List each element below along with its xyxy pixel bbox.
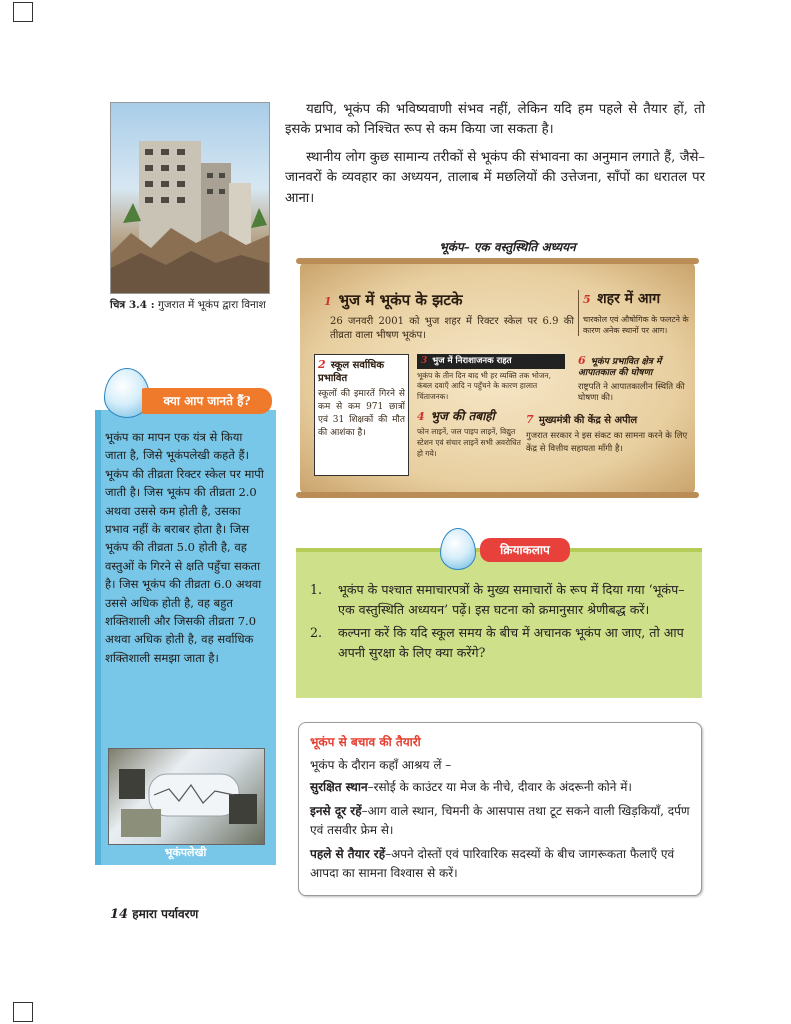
preparation-safe-place-text: –रसोई के काउंटर या मेज के नीचे, दीवार के अंदरूनी कोने में। — [367, 780, 632, 794]
case-box-5-number: 5 — [583, 293, 591, 306]
case-box-7-number: 7 — [526, 413, 534, 426]
scroll-bottom-edge — [296, 492, 699, 498]
case-study-title: भूकंप– एक वस्तुस्थिति अध्ययन — [439, 240, 576, 254]
case-box-3-number: 3 — [421, 356, 428, 366]
activity-item-number: 1. — [310, 582, 323, 597]
intro-paragraph-1: यद्यपि, भूकंप की भविष्यवाणी संभव नहीं, लेकिन यदि हम पहले से तैयार हों, तो इसके प्रभाव को निश्चित रूप से कम किया जा सकता है। — [285, 102, 705, 138]
activity-list — [310, 580, 695, 667]
scroll-top-edge — [296, 258, 699, 264]
preparation-be-ready-text: –अपने दोस्तों एवं पारिवारिक सदस्यों के बीच जागरूकता फैलाएँ एवं आपदा का सामना विश्वास से करें। — [310, 847, 675, 880]
case-box-6-text: राष्ट्रपति ने आपातकालीन स्थिति की घोषणा की। — [578, 381, 685, 404]
case-box-2 — [314, 354, 409, 476]
case-box-2-text: स्कूलों की इमारतें गिरने से कम से कम 971 छात्रों एवं 31 शिक्षकों की मौत की आशंका है। — [318, 389, 405, 439]
activity-item — [310, 580, 695, 620]
case-box-6-number: 6 — [578, 354, 586, 367]
case-box-4-number: 4 — [417, 410, 425, 423]
activity-title: क्रियाकलाप — [480, 538, 570, 562]
case-box-1-heading: भुज में भूकंप के झटके — [338, 291, 463, 309]
case-box-1-text: 26 जनवरी 2001 को भुज शहर में रिक्टर स्केल पर 6.9 की तीव्रता वाला भीषण भूकंप। — [330, 316, 574, 341]
case-box-5-text: चारकोल एवं औषोगिक के फलटने के कारण अनेक स्थानों पर आग। — [583, 314, 689, 335]
did-you-know-title: क्या आप जानते हैं? — [142, 388, 272, 414]
figure-caption-text: गुजरात में भूकंप द्वारा विनाश — [157, 299, 266, 311]
case-box-5 — [578, 290, 691, 336]
case-box-6-heading: भूकंप प्रभावित क्षेत्र में आपातकाल की घोषणा — [578, 357, 662, 379]
case-box-6 — [578, 354, 686, 405]
crop-mark-bottom — [13, 1002, 33, 1022]
earthquake-destruction-photo — [110, 102, 270, 294]
preparation-title: भूकंप से बचाव की तैयारी — [310, 735, 421, 749]
preparation-line-stay-away — [310, 802, 695, 839]
preparation-line-safe-place — [310, 778, 695, 797]
case-box-1 — [324, 290, 574, 343]
case-box-3 — [417, 354, 565, 402]
preparation-be-ready-label: पहले से तैयार रहें — [310, 847, 386, 861]
case-box-7-text: गुजरात सरकार ने इस संकट का सामना करने के लिए केंद्र से वित्तीय सहायता माँगी है। — [526, 431, 688, 454]
figure-number: चित्र 3.4 : — [110, 299, 155, 311]
case-box-2-heading: स्कूल सर्वाधिक प्रभावित — [318, 360, 385, 384]
activity-item — [310, 623, 695, 663]
seismograph-illustration — [109, 749, 264, 844]
figure-caption — [110, 298, 280, 313]
damaged-building-illustration — [111, 103, 269, 293]
preparation-line-be-ready — [310, 845, 695, 882]
water-drop-activity-icon — [440, 528, 476, 570]
case-box-4-heading: भुज की तबाही — [430, 409, 495, 423]
activity-item-number: 2. — [310, 625, 323, 641]
did-you-know-text: भूकंप का मापन एक यंत्र से किया जाता है, जिसे भूकंपलेखी कहते हैं। भूकंप की तीव्रता रिक्टर स्केल पर मापी जाती है। जिस भूकंप की तीव्रता 2.0 अथवा उससे कम होती है, उसका प्रभाव नहीं के बराबर होता है। जिस भूकंप की तीव्रता 5.0 होती है, वह वस्तुओं के गिरने से क्षति पहुँचा सकता है। जिस भूकंप की तीव्रता 6.0 अथवा उससे अधिक होती है, वह बहुत शक्तिशाली और जिसकी तीव्रता 7.0 अथवा अधिक होती है, वह सर्वाधिक शक्तिशाली समझा जाता है। — [105, 430, 264, 665]
case-study-scroll — [300, 262, 695, 494]
seismograph-label: भूकंपलेखी — [164, 846, 207, 859]
case-box-3-header — [417, 354, 565, 369]
page-number: 14 — [110, 907, 129, 922]
case-box-2-number: 2 — [318, 358, 326, 371]
case-box-4-text: फोन लाइनें, जल पाइप लाइनें, विद्युत स्टेशन एवं संचार लाइनें सभी अवरोधित हो गये। — [417, 426, 521, 458]
case-box-5-heading: शहर में आग — [597, 291, 661, 307]
case-box-3-heading: भुज में निराशाजनक राहत — [432, 356, 512, 366]
activity-item-text: भूकंप के पश्चात समाचारपत्रों के मुख्य समाचारों के रूप में दिया गया ‘भूकंप–एक वस्तुस्थिति अध्ययन’ पढ़ें। इस घटना को क्रमानुसार श्रेणीबद्ध करें। — [338, 582, 685, 618]
case-box-7-heading: मुख्यमंत्री की केंद्र से अपील — [538, 415, 638, 426]
case-box-7 — [526, 412, 688, 456]
preparation-stay-away-label: इनसे दूर रहें — [310, 804, 362, 818]
case-box-3-text: भूकंप के तीन दिन बाद भी हर व्यक्ति तक भोजन, कंबल दवाएँ आदि न पहुँचने के कारण हालात चिंताजनक। — [417, 370, 551, 401]
case-box-1-number: 1 — [324, 295, 332, 308]
preparation-intro: भूकंप के दौरान कहाँ आश्रय लें – — [310, 758, 452, 772]
seismograph-image — [108, 748, 265, 845]
case-box-4 — [417, 408, 522, 459]
preparation-stay-away-text: –आग वाले स्थान, चिमनी के आसपास तथा टूट सकने वाली खिड़कियाँ, दर्पण एवं तसवीर फ्रेम से। — [310, 804, 690, 837]
activity-item-text: कल्पना करें कि यदि स्कूल समय के बीच में अचानक भूकंप आ जाए, तो आप अपनी सुरक्षा के लिए क्या करेंगे? — [338, 625, 684, 661]
page-footer — [110, 905, 198, 922]
book-title: हमारा पर्यावरण — [132, 907, 199, 921]
intro-paragraph-2: स्थानीय लोग कुछ सामान्य तरीकों से भूकंप की संभावना का अनुमान लगाते हैं, जैसे–जानवरों के व्यवहार का अध्ययन, तालाब में मछलियों की उत्तेजना, साँपों का धरातल पर आना। — [285, 150, 705, 206]
preparation-safe-place-label: सुरक्षित स्थान — [310, 780, 368, 794]
crop-mark-top — [13, 2, 33, 22]
